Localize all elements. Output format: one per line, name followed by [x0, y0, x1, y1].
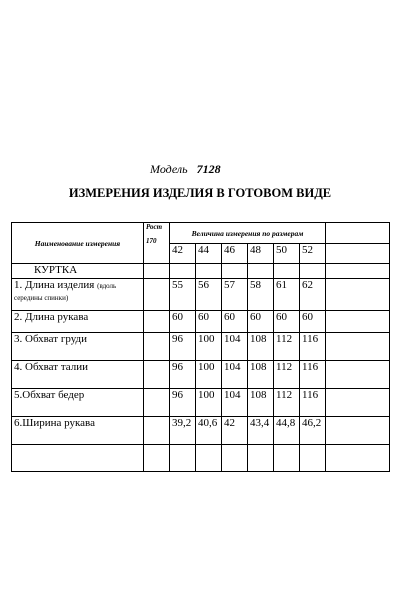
- table-row: [12, 389, 390, 417]
- value-cell: 116: [300, 361, 326, 389]
- model-number: 7128: [196, 162, 221, 176]
- value-cell: 60: [222, 311, 248, 333]
- section-row: [12, 264, 390, 279]
- size-cell: 42: [170, 244, 196, 264]
- empty-cell: [326, 279, 390, 311]
- empty-cell: [144, 333, 170, 361]
- table-header-row: [12, 223, 390, 244]
- document-title: ИЗМЕРЕНИЯ ИЗДЕЛИЯ В ГОТОВОМ ВИДЕ: [68, 186, 332, 200]
- value-cell: 104: [222, 361, 248, 389]
- table-row: [12, 361, 390, 389]
- value-cell: 96: [170, 333, 196, 361]
- value-cell: 108: [248, 389, 274, 417]
- table-row-empty: [12, 445, 390, 472]
- empty-cell: [326, 333, 390, 361]
- row-name: 6.Ширина рукава: [12, 417, 144, 445]
- value-cell: 100: [196, 333, 222, 361]
- value-cell: 58: [248, 279, 274, 311]
- row-name-cell: [12, 279, 144, 311]
- value-cell: 42: [222, 417, 248, 445]
- value-cell: 40,6: [196, 417, 222, 445]
- header-rost-cell: [144, 223, 170, 264]
- value-cell: 100: [196, 389, 222, 417]
- empty-cell: [144, 279, 170, 311]
- empty-cell: [170, 445, 196, 472]
- header-sizes-label: Величина измерения по размерам: [170, 223, 326, 244]
- empty-cell: [196, 264, 222, 279]
- row-note: (вдоль середины спинки): [14, 282, 117, 302]
- table-row: [12, 279, 390, 311]
- header-name-cell: Наименование измерения: [12, 223, 144, 264]
- empty-cell: [326, 311, 390, 333]
- empty-cell: [248, 264, 274, 279]
- value-cell: 112: [274, 361, 300, 389]
- value-cell: 60: [170, 311, 196, 333]
- empty-cell: [144, 311, 170, 333]
- table-row: [12, 333, 390, 361]
- empty-cell: [326, 417, 390, 445]
- row-name: 1. Длина изделия: [14, 279, 95, 291]
- value-cell: 60: [274, 311, 300, 333]
- value-cell: 104: [222, 333, 248, 361]
- size-cell: 48: [248, 244, 274, 264]
- empty-cell: [326, 244, 390, 264]
- empty-cell: [274, 445, 300, 472]
- empty-cell: [274, 264, 300, 279]
- size-cell: 46: [222, 244, 248, 264]
- value-cell: 116: [300, 333, 326, 361]
- size-cell: 50: [274, 244, 300, 264]
- value-cell: 104: [222, 389, 248, 417]
- value-cell: 46,2: [300, 417, 326, 445]
- empty-cell: [12, 445, 144, 472]
- value-cell: 57: [222, 279, 248, 311]
- table-row: [12, 417, 390, 445]
- model-line: [150, 162, 221, 177]
- value-cell: 62: [300, 279, 326, 311]
- empty-cell: [222, 264, 248, 279]
- value-cell: 60: [248, 311, 274, 333]
- row-name: 3. Обхват груди: [12, 333, 144, 361]
- empty-cell: [170, 264, 196, 279]
- empty-cell: [326, 389, 390, 417]
- empty-cell: [144, 264, 170, 279]
- value-cell: 96: [170, 389, 196, 417]
- table-row: [12, 311, 390, 333]
- empty-cell: [144, 361, 170, 389]
- section-label: КУРТКА: [12, 264, 144, 279]
- value-cell: 108: [248, 333, 274, 361]
- empty-cell: [326, 445, 390, 472]
- measurements-table: [11, 222, 390, 472]
- empty-cell: [196, 445, 222, 472]
- value-cell: 108: [248, 361, 274, 389]
- empty-cell: [222, 445, 248, 472]
- value-cell: 96: [170, 361, 196, 389]
- empty-cell: [144, 445, 170, 472]
- value-cell: 55: [170, 279, 196, 311]
- value-cell: 44,8: [274, 417, 300, 445]
- row-name: 2. Длина рукава: [12, 311, 144, 333]
- value-cell: 112: [274, 333, 300, 361]
- size-cell: 52: [300, 244, 326, 264]
- empty-cell: [144, 389, 170, 417]
- value-cell: 60: [300, 311, 326, 333]
- value-cell: 43,4: [248, 417, 274, 445]
- value-cell: 56: [196, 279, 222, 311]
- value-cell: 39,2: [170, 417, 196, 445]
- empty-cell: [326, 264, 390, 279]
- row-name: 5.Обхват бедер: [12, 389, 144, 417]
- header-extra-cell: [326, 223, 390, 244]
- empty-cell: [300, 264, 326, 279]
- value-cell: 100: [196, 361, 222, 389]
- empty-cell: [144, 417, 170, 445]
- value-cell: 112: [274, 389, 300, 417]
- row-name: 4. Обхват талии: [12, 361, 144, 389]
- empty-cell: [300, 445, 326, 472]
- empty-cell: [248, 445, 274, 472]
- model-label: Модель: [150, 162, 188, 176]
- header-rost-label: Рост: [146, 223, 163, 231]
- value-cell: 60: [196, 311, 222, 333]
- value-cell: 61: [274, 279, 300, 311]
- size-cell: 44: [196, 244, 222, 264]
- empty-cell: [326, 361, 390, 389]
- value-cell: 116: [300, 389, 326, 417]
- header-rost-value: 170: [146, 237, 157, 245]
